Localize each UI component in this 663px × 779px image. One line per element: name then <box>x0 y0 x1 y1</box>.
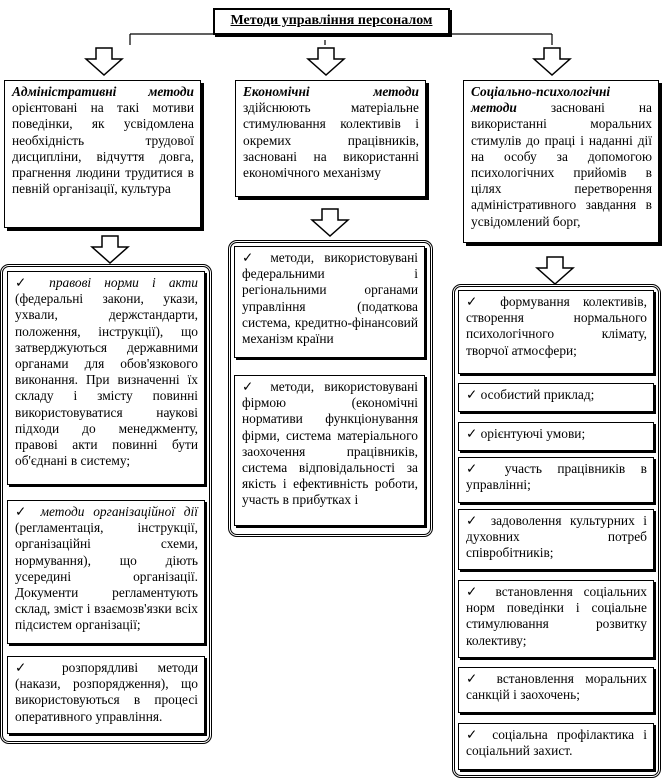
arrow-down-icon <box>532 47 572 77</box>
economic-methods-description: здійснюють матеріальне стимулювання колективів і окремих працівників, засновані на використанні економічного механізму <box>243 100 419 181</box>
list-item <box>458 290 654 374</box>
item-text: розпорядливі методи (накази, розпорядження), що використовуються в процесі оперативного управління. <box>15 660 198 724</box>
check-icon: ✓ <box>242 379 261 394</box>
check-icon: ✓ <box>466 513 483 528</box>
check-icon: ✓ <box>466 294 488 309</box>
list-item <box>458 723 654 770</box>
economic-methods-box <box>235 80 426 197</box>
item-lead: методи організаційної дії <box>40 504 198 519</box>
item-text: встановлення соціальних норм поведінки і соціальне стимулювання розвитку колективу; <box>466 584 647 648</box>
socio-psychological-methods-description: засновані на використанні моральних стимулів до праці і наданні дії на особу за допомогою психологічних прийомів в цілях перетворення адміністративного завдання в усвідомлений борг, <box>471 100 652 229</box>
item-text: (регламентація, інструкції, організаційні схеми, нормування), що діють усередині організації. Документи регламентують склад, зміст і взаємозв'язки всіх підсистем організації; <box>15 520 198 633</box>
list-item <box>458 667 654 713</box>
arrow-down-icon <box>535 256 575 286</box>
item-text: особистий приклад; <box>480 387 595 402</box>
check-icon: ✓ <box>466 671 486 686</box>
item-text: методи, використовувані федеральними і регіональними органами управління (податкова система, кредитно-фінансовий механізм країни <box>242 250 418 347</box>
list-item <box>7 656 205 734</box>
diagram-title: Методи управління персоналом <box>213 8 450 35</box>
arrow-down-icon <box>310 208 350 238</box>
item-text: (федеральні закони, укази, ухвали, держстандарти, положення, інструкції), що затверджуються державними органами для обов'язкового виконання. При визначенні їх складу і змісту повинні використовуватися наукові підходи до менеджменту, правові акти повинні бути об'єднані в систему; <box>15 291 198 469</box>
check-icon: ✓ <box>466 584 485 599</box>
arrow-down-icon <box>90 235 130 265</box>
socio-psychological-methods-heading: Соціально-психологічні методи <box>471 84 611 116</box>
item-text: встановлення моральних санкцій і заохочень; <box>466 671 647 703</box>
item-text: формування колективів, створення нормального психологічного клімату, творчої атмосфери; <box>466 294 647 358</box>
list-item <box>458 457 654 503</box>
item-text: орієнтуючі умови; <box>480 426 586 441</box>
list-item <box>234 375 425 526</box>
item-text: соціальна профілактика і соціальний захист. <box>466 727 647 759</box>
socio-psychological-methods-box <box>463 80 659 243</box>
check-icon: ✓ <box>466 727 484 742</box>
check-icon: ✓ <box>15 504 32 519</box>
check-icon: ✓ <box>15 660 43 675</box>
list-item <box>7 271 205 485</box>
economic-methods-heading: Економічні методи <box>243 84 419 99</box>
list-item <box>234 246 425 358</box>
list-item <box>458 383 654 412</box>
item-lead: правові норми і акти <box>49 275 198 290</box>
item-text: участь працівників в управлінні; <box>466 461 647 493</box>
item-text: задоволення культурних і духовних потреб співробітників; <box>466 513 647 561</box>
item-text: методи, використовувані фірмою (економічні нормативи функціонування фірми, система матеріального заохочення працівників, система відповідальності за якість і ефективність роботи, участь в прибутках і <box>242 379 418 508</box>
administrative-methods-box <box>4 80 201 228</box>
arrow-down-icon <box>306 47 346 77</box>
list-item <box>7 500 205 644</box>
list-item <box>458 422 654 451</box>
arrow-down-icon <box>84 47 124 77</box>
check-icon: ✓ <box>242 250 261 265</box>
list-item <box>458 509 654 570</box>
check-icon: ✓ <box>466 387 478 402</box>
check-icon: ✓ <box>466 426 478 441</box>
administrative-methods-description: орієнтовані на такі мотиви поведінки, як усвідомлена необхідність трудової дисципліни, відчуття довга, прагнення людини трудитися в певній організації, культура <box>12 100 194 197</box>
list-item <box>458 580 654 658</box>
check-icon: ✓ <box>15 275 37 290</box>
administrative-methods-heading: Адміністративні методи <box>12 84 194 99</box>
check-icon: ✓ <box>466 461 490 476</box>
